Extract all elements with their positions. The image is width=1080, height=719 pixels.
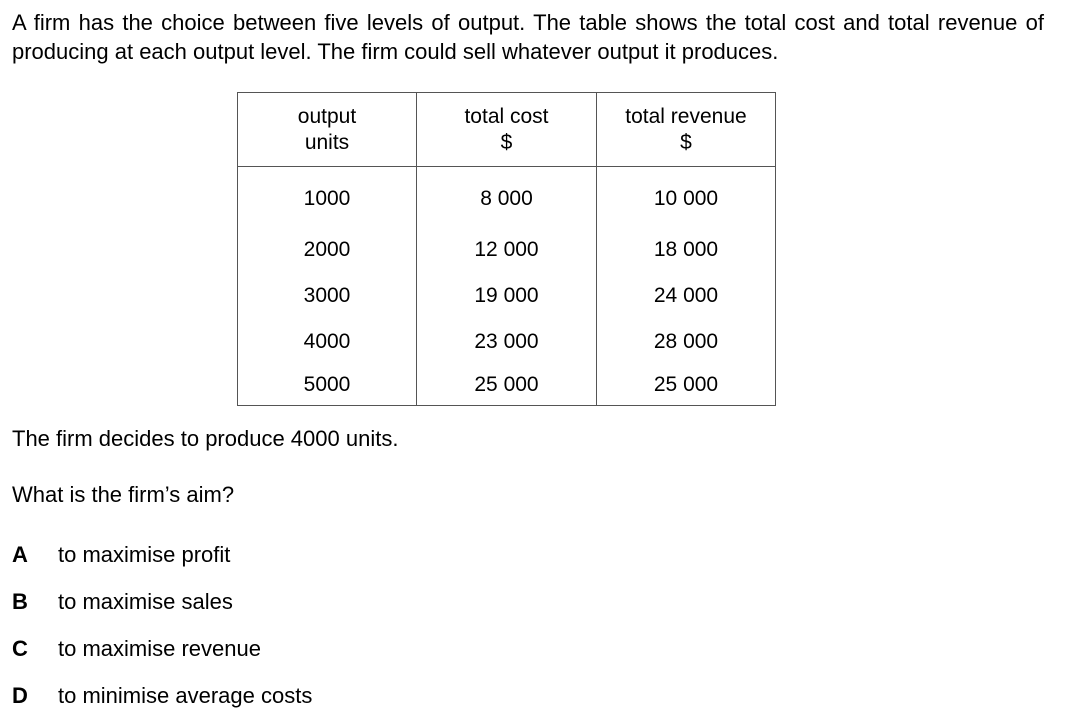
question-text: What is the firm’s aim? (12, 482, 235, 507)
option-a[interactable] (12, 531, 312, 578)
header-output-line2: units (304, 130, 350, 154)
cell-output: 2000 (238, 227, 417, 273)
header-output (238, 93, 417, 167)
table-row (238, 227, 776, 273)
header-cost-line1: total cost (464, 104, 549, 128)
option-text: to maximise profit (58, 541, 231, 567)
cell-total-revenue: 28 000 (597, 319, 776, 365)
option-letter: D (12, 682, 28, 708)
header-revenue-line1: total revenue (625, 104, 747, 128)
answer-options (12, 531, 312, 719)
cell-total-revenue: 18 000 (597, 227, 776, 273)
intro-text: A firm has the choice between five levels of output. The table shows the total cost and total revenue of producing at each output level. The firm could sell whatever output it produces. (12, 10, 1044, 64)
table-row (238, 319, 776, 365)
cell-total-cost: 8 000 (417, 167, 597, 228)
option-text: to minimise average costs (58, 682, 313, 708)
cell-output: 5000 (238, 365, 417, 406)
header-total-revenue (597, 93, 776, 167)
statement-text: The firm decides to produce 4000 units. (12, 426, 399, 451)
table-row (238, 167, 776, 228)
option-b[interactable] (12, 578, 312, 625)
cost-revenue-table (237, 92, 776, 406)
cell-total-cost: 25 000 (417, 365, 597, 406)
cell-output: 1000 (238, 167, 417, 228)
cell-total-revenue: 24 000 (597, 273, 776, 319)
header-revenue-line2: $ (680, 130, 692, 154)
cell-total-cost: 23 000 (417, 319, 597, 365)
option-d[interactable] (12, 672, 312, 719)
option-text: to maximise sales (58, 588, 233, 614)
option-c[interactable] (12, 625, 312, 672)
option-letter: A (12, 541, 28, 567)
header-total-cost (417, 93, 597, 167)
table-header-row (238, 93, 776, 167)
cell-total-revenue: 25 000 (597, 365, 776, 406)
cell-total-cost: 12 000 (417, 227, 597, 273)
cell-total-cost: 19 000 (417, 273, 597, 319)
option-letter: B (12, 588, 28, 614)
header-output-line1: output (297, 104, 357, 128)
option-letter: C (12, 635, 28, 661)
cell-output: 3000 (238, 273, 417, 319)
header-cost-line2: $ (500, 130, 513, 154)
cell-total-revenue: 10 000 (597, 167, 776, 228)
table-row (238, 365, 776, 406)
cell-output: 4000 (238, 319, 417, 365)
table-row (238, 273, 776, 319)
option-text: to maximise revenue (58, 635, 261, 661)
